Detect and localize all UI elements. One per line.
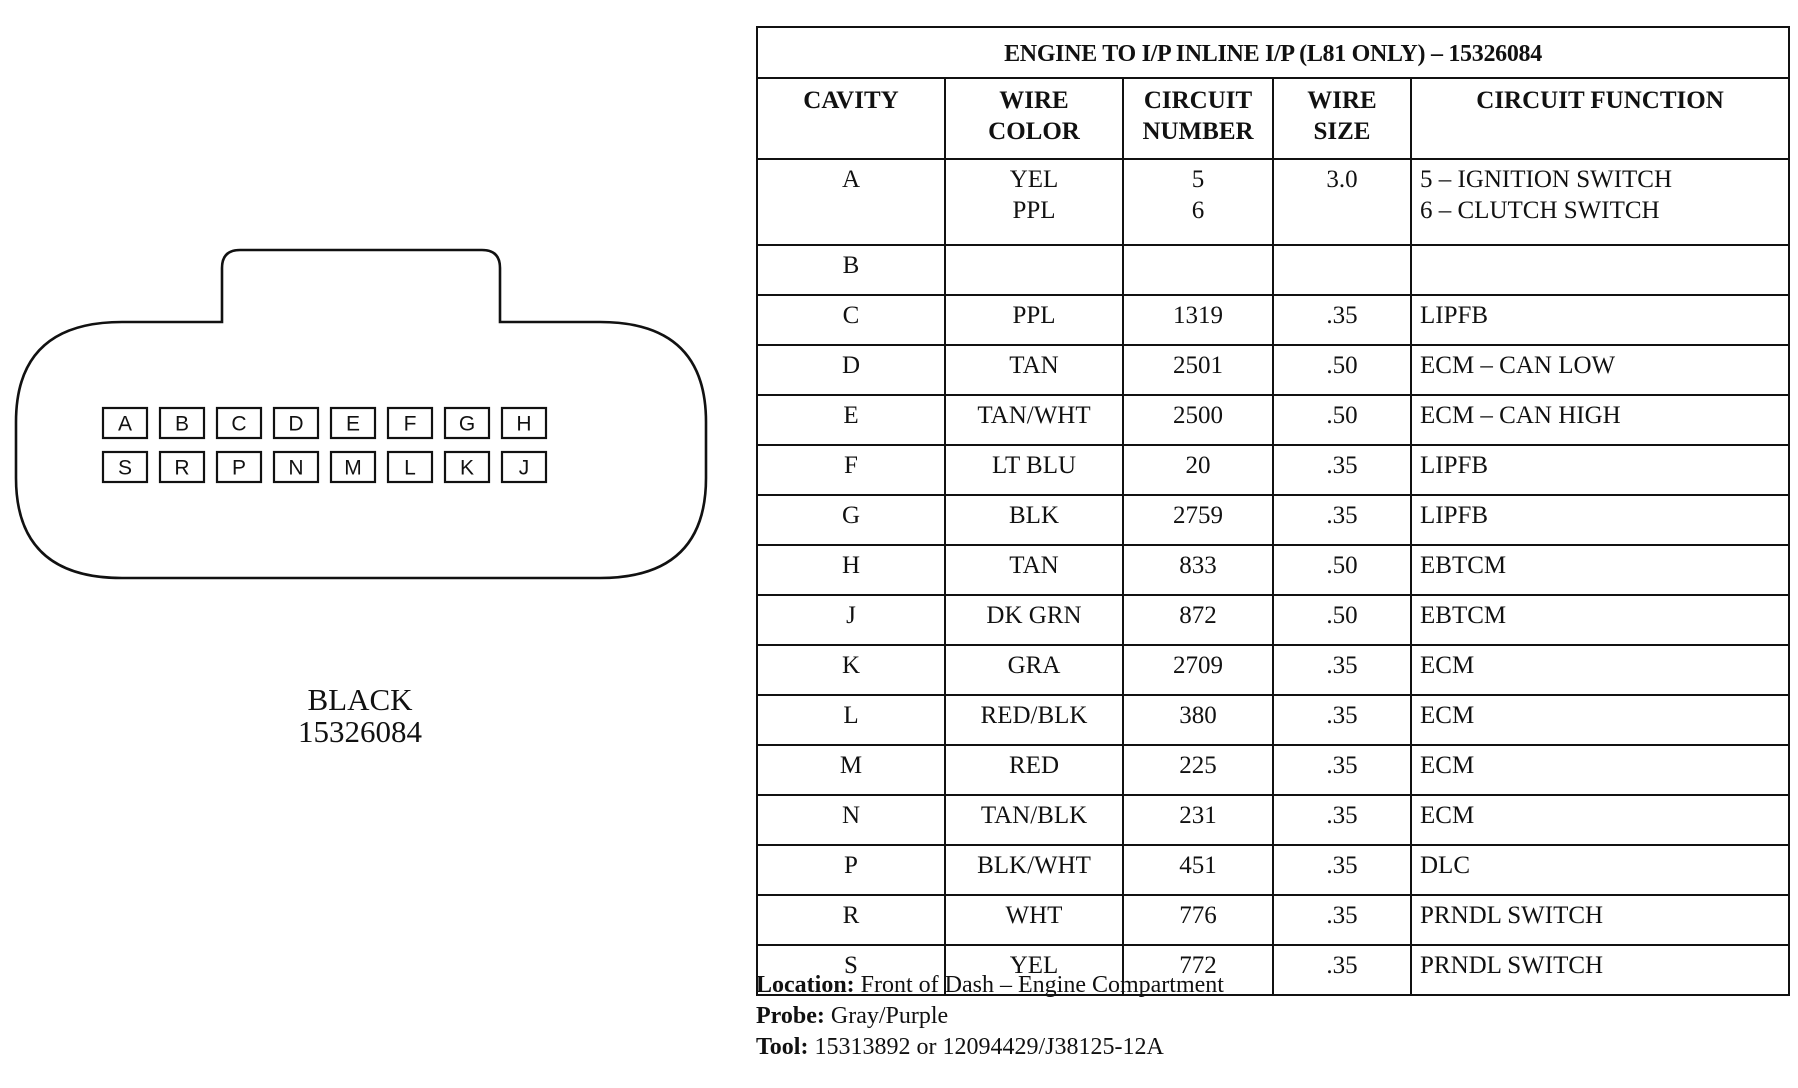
cell-circuit-number: 833	[1123, 545, 1273, 595]
connector-pin	[502, 452, 546, 482]
header-wire-size-line2: SIZE	[1313, 118, 1371, 145]
table-row	[757, 345, 1789, 395]
connector-notes	[756, 970, 1224, 1063]
cell-wire-size: .35	[1273, 645, 1411, 695]
connector-color-label: BLACK	[307, 682, 413, 717]
note-tool	[756, 1032, 1224, 1063]
table-row	[757, 645, 1789, 695]
connector-pin-label: P	[231, 456, 247, 480]
cell-circuit-function: LIPFB	[1411, 295, 1789, 345]
connector-part-number: 15326084	[298, 714, 422, 749]
cell-circuit-function: ECM	[1411, 795, 1789, 845]
cell-circuit-number-2: 6	[1191, 197, 1205, 224]
cell-wire-color-1: YEL	[1009, 166, 1059, 193]
cell-circuit-number: 872	[1123, 595, 1273, 645]
cell-circuit-number: 231	[1123, 795, 1273, 845]
connector-pin-label: S	[117, 456, 133, 480]
cell-circuit-function: PRNDL SWITCH	[1411, 945, 1789, 995]
connector-pin-label: B	[174, 412, 190, 436]
cell-wire-color	[945, 159, 1123, 245]
note-tool-label: Tool:	[756, 1034, 809, 1060]
header-wire-size-line1: WIRE	[1307, 87, 1377, 114]
cell-cavity: F	[757, 445, 945, 495]
cell-circuit-number: 1319	[1123, 295, 1273, 345]
connector-pin	[160, 452, 204, 482]
cell-wire-color: TAN/WHT	[945, 395, 1123, 445]
connector-pin	[445, 408, 489, 438]
connector-pin	[217, 452, 261, 482]
cell-wire-color: BLK/WHT	[945, 845, 1123, 895]
cell-wire-size: .35	[1273, 845, 1411, 895]
connector-pin	[160, 408, 204, 438]
cell-cavity: S	[757, 945, 945, 995]
header-cavity	[757, 78, 945, 159]
connector-pin	[331, 452, 375, 482]
cell-circuit-number: 776	[1123, 895, 1273, 945]
connector-pin-label: R	[174, 456, 190, 480]
table-row	[757, 695, 1789, 745]
cell-circuit-number	[1123, 245, 1273, 295]
table-row	[757, 595, 1789, 645]
cell-wire-color: YEL	[945, 945, 1123, 995]
cell-circuit-function: ECM	[1411, 745, 1789, 795]
connector-pin-label: C	[231, 412, 247, 436]
cell-wire-color: GRA	[945, 645, 1123, 695]
table-row-cavity-a	[757, 159, 1789, 245]
connector-pin-label: H	[516, 412, 532, 436]
cell-wire-size: .35	[1273, 695, 1411, 745]
cell-circuit-number: 2709	[1123, 645, 1273, 695]
note-tool-value: 15313892 or 12094429/J38125-12A	[814, 1034, 1164, 1060]
connector-pin	[388, 452, 432, 482]
cell-wire-color: DK GRN	[945, 595, 1123, 645]
cell-cavity: K	[757, 645, 945, 695]
header-circuit-number	[1123, 78, 1273, 159]
header-wire-size	[1273, 78, 1411, 159]
cell-wire-size: .50	[1273, 345, 1411, 395]
cell-wire-size: .35	[1273, 745, 1411, 795]
note-probe-label: Probe:	[756, 1003, 825, 1029]
connector-pin	[103, 408, 147, 438]
cell-circuit-number: 380	[1123, 695, 1273, 745]
note-probe-value: Gray/Purple	[830, 1003, 949, 1029]
cell-circuit-function: DLC	[1411, 845, 1789, 895]
table-header-row	[757, 78, 1789, 159]
cell-cavity: H	[757, 545, 945, 595]
connector-pin-label: F	[403, 412, 417, 436]
header-wire-color	[945, 78, 1123, 159]
cell-wire-color: TAN/BLK	[945, 795, 1123, 845]
cell-wire-size: .50	[1273, 595, 1411, 645]
pinout-table	[756, 26, 1790, 996]
table-row	[757, 495, 1789, 545]
connector-pin-label: J	[518, 456, 530, 480]
cell-circuit-function	[1411, 245, 1789, 295]
cell-wire-size	[1273, 245, 1411, 295]
cell-circuit-function: ECM	[1411, 695, 1789, 745]
note-location	[756, 970, 1224, 1001]
cell-circuit-function: EBTCM	[1411, 545, 1789, 595]
cell-circuit-function: EBTCM	[1411, 595, 1789, 645]
cell-cavity: J	[757, 595, 945, 645]
table-row	[757, 845, 1789, 895]
table-row	[757, 445, 1789, 495]
connector-pin-label: D	[288, 412, 304, 436]
cell-wire-size: .50	[1273, 395, 1411, 445]
cell-cavity: P	[757, 845, 945, 895]
cell-wire-size: .35	[1273, 945, 1411, 995]
cell-wire-size: .35	[1273, 895, 1411, 945]
cell-wire-size: .50	[1273, 545, 1411, 595]
cell-wire-color: BLK	[945, 495, 1123, 545]
header-circuit-number-line2: NUMBER	[1142, 118, 1254, 145]
note-location-label: Location:	[756, 972, 855, 998]
connector-pin	[274, 452, 318, 482]
cell-circuit-number: 451	[1123, 845, 1273, 895]
cell-cavity: D	[757, 345, 945, 395]
connector-pin	[502, 408, 546, 438]
cell-cavity: E	[757, 395, 945, 445]
cell-cavity: G	[757, 495, 945, 545]
table-row	[757, 795, 1789, 845]
cell-cavity: M	[757, 745, 945, 795]
cell-cavity: B	[757, 245, 945, 295]
header-wire-color-line1: WIRE	[999, 87, 1069, 114]
table-row	[757, 295, 1789, 345]
connector-pin	[388, 408, 432, 438]
cell-wire-color: TAN	[945, 345, 1123, 395]
cell-circuit-function-2: 6 – CLUTCH SWITCH	[1420, 197, 1660, 224]
cell-circuit-number: 772	[1123, 945, 1273, 995]
connector-pin-label: N	[288, 456, 304, 480]
table-row	[757, 545, 1789, 595]
cell-cavity: L	[757, 695, 945, 745]
table-row	[757, 245, 1789, 295]
connector-pin	[217, 408, 261, 438]
cell-circuit-number: 2501	[1123, 345, 1273, 395]
table-row	[757, 895, 1789, 945]
cell-wire-color: TAN	[945, 545, 1123, 595]
table-title: ENGINE TO I/P INLINE I/P (L81 ONLY) – 15326084	[757, 27, 1789, 78]
cell-circuit-function: ECM – CAN LOW	[1411, 345, 1789, 395]
connector-face-diagram	[0, 0, 760, 620]
table-row	[757, 745, 1789, 795]
note-probe	[756, 1001, 1224, 1032]
cell-wire-size: 3.0	[1273, 159, 1411, 245]
connector-pin	[331, 408, 375, 438]
cell-circuit-function: PRNDL SWITCH	[1411, 895, 1789, 945]
cell-circuit-function: ECM – CAN HIGH	[1411, 395, 1789, 445]
cell-wire-color: RED/BLK	[945, 695, 1123, 745]
cell-circuit-number: 20	[1123, 445, 1273, 495]
connector-pin-label: E	[345, 412, 361, 436]
connector-pin-label: L	[404, 456, 416, 480]
cell-wire-color-2: PPL	[1012, 197, 1056, 224]
cell-circuit-number: 2500	[1123, 395, 1273, 445]
cell-wire-color: LT BLU	[945, 445, 1123, 495]
connector-pin-label: K	[459, 456, 475, 480]
header-circuit-function	[1411, 78, 1789, 159]
header-wire-color-line2: COLOR	[988, 118, 1080, 145]
cell-wire-color: PPL	[945, 295, 1123, 345]
cell-wire-color: RED	[945, 745, 1123, 795]
cell-circuit-number-1: 5	[1191, 166, 1205, 193]
connector-pin-label: G	[458, 412, 476, 436]
connector-pin-label: M	[344, 456, 362, 480]
cell-wire-size: .35	[1273, 295, 1411, 345]
cell-cavity: A	[757, 159, 945, 245]
cell-wire-color	[945, 245, 1123, 295]
cell-circuit-function: ECM	[1411, 645, 1789, 695]
header-cavity-label: CAVITY	[803, 87, 899, 114]
connector-pin-label: A	[117, 412, 133, 436]
cell-wire-size: .35	[1273, 795, 1411, 845]
cell-circuit-function-1: 5 – IGNITION SWITCH	[1420, 166, 1673, 193]
cell-circuit-number	[1123, 159, 1273, 245]
cell-wire-size: .35	[1273, 445, 1411, 495]
connector-pin	[445, 452, 489, 482]
note-location-value: Front of Dash – Engine Compartment	[860, 972, 1224, 998]
cell-wire-color: WHT	[945, 895, 1123, 945]
cell-cavity: N	[757, 795, 945, 845]
connector-pin	[103, 452, 147, 482]
cell-cavity: C	[757, 295, 945, 345]
cell-circuit-number: 2759	[1123, 495, 1273, 545]
header-circuit-number-line1: CIRCUIT	[1143, 87, 1253, 114]
cell-wire-size: .35	[1273, 495, 1411, 545]
cell-cavity: R	[757, 895, 945, 945]
connector-pin	[274, 408, 318, 438]
cell-circuit-number: 225	[1123, 745, 1273, 795]
header-circuit-function-label: CIRCUIT FUNCTION	[1476, 87, 1724, 114]
cell-circuit-function	[1411, 159, 1789, 245]
table-row	[757, 395, 1789, 445]
cell-circuit-function: LIPFB	[1411, 495, 1789, 545]
cell-circuit-function: LIPFB	[1411, 445, 1789, 495]
table-title-row	[757, 27, 1789, 78]
